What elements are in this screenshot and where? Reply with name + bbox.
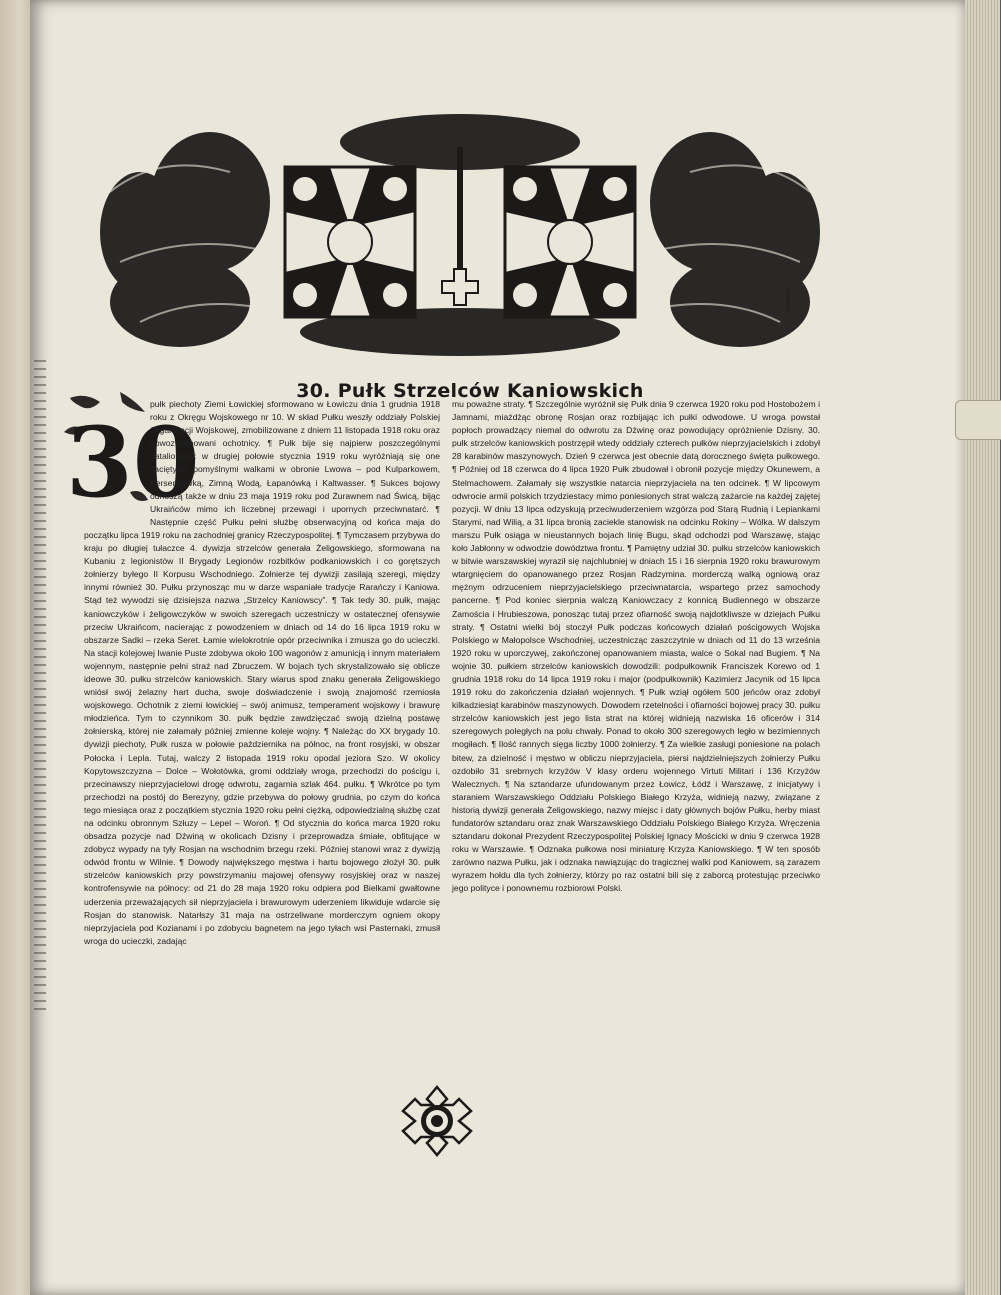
right-column-text: mu poważne straty. ¶ Szczególnie wyróżnił się Pułk dnia 9 czerwca 1920 roku pod Hostobożem i Jamnami, miażdżąc obronę Rosjan oraz rozbijając ich pułki odwodowe. U wroga powstał popłoch prowadzący niemal do odwrotu za Dźwinę oraz powodujący opróżnienie Dzisny. 30. pułk strzelców kaniowskich postrzępił wtedy oddziały czterech pułków nieprzyjacielskich i zdobył 28 karabinów maszynowych. Dzień 9 czerwca jest obecnie datą dorocznego święta pułkowego. ¶ Później od 18 czerwca do 4 lipca 1920 Pułk zbudował i obronił pozycje między Okunewem, a Stelmachowem. Załamały się wszystkie natarcia nieprzyjaciela na ten odcinek. ¶ W lipcowym odwrocie armii polskich trzydziestacy mimo poniesionych strat walczą zażarcie na każdej zajętej pozycji. W dniu 13 lipca odzyskują przeciwuderzeniem wzgórza pod Starą Rudnią i Lepiankami Starymi, nad Wilią, a 31 lipca bronią zaciekle stanowisk na odcinku Rokiny – Wólka. W dalszym marszu Pułk osiąga w nieustannych bojach linię Bugu, skąd odchodzi pod Warszawę, stając koło Jabłonny w odwodzie dowództwa frontu. ¶ Pamiętny udział 30. pułku strzelców kaniowskich w bitwie warszawskiej wyraził się najchlubniej w dniach 15 i 16 sierpnia 1920 roku brawurowym wtargnięciem do opanowanego przez Rosjan Radzymina. morderczą walką ogniową oraz mężnym odrzuceniem nieprzyjacielskiego przeciwnatarcia, wspartego przez samochody pancerne. ¶ Pod koniec sierpnia walczą Kaniowczacy z konnicą Budiennego w obszarze Zamościa i Hrubieszowa, ponosząc tutaj przez ofiarność swoją najdotkliwsze w dziejach Pułku straty. ¶ Ostatni wielki bój stoczył Pułk podczas końcowych działań pościgowych Wojska Polskiego w Małopolsce Wschodniej, uczestnicząc zaszczytnie w dniach od 11 do 13 września 1920 roku w uporczywej, zakończonej opanowaniem miasta, walce o Sokal nad Bugiem. ¶ Na wojnie 30. pułkiem strzelców kaniowskich dowodzili: podpułkownik Franciszek Korewo od 1 grudnia 1918 roku do 14 lipca 1919 roku i major (podpułkownik) Kazimierz Jacynik od 15 lipca 1919 roku do zakończenia działań wojennych. ¶ Pułk wziął ogółem 500 jeńców oraz zdobył kilkadziesiąt karabinów maszynowych. Dowodem rzetelności i ofiarności bojowej pracy 30. pułku strzelców kaniowskich jest jego lista strat na której widnieją nazwiska 16 oficerów i 314 szeregowych poległych na polu chwały. Ponad to około 300 szeregowych legło w bezimiennych mogiłach. ¶ Ilość rannych sięga liczby 1000 żołnierzy. ¶ Za wielkie zasługi poniesione na polach bitew, za dzielność i męstwo w obliczu nieprzyjaciela, piersi najdzielniejszych żołnierzy Pułku ozdobiło 31 srebrnych krzyżów V klasy orderu wojennego Virtuti Militari i 136 Krzyżów Walecznych. ¶ Na sztandarze ufundowanym przez Łowicz, Łódź i Warszawę, z inicjatywy i staraniem Warszawskiego Oddziału Polskiego Białego Krzyża, widnieją nazwy, związane z historią dywizji generała Żeligowskiego, nazwy miejsc i daty głównych bojów Pułku, herby miast fundatorów sztandaru oraz znak Warszawskiego Oddziału Polskiego Białego Krzyża. Wręczenia sztandaru dokonał Prezydent Rzeczypospolitej Polskiej Ignacy Mościcki w dniu 9 czerwca 1928 roku w Warszawie. ¶ Odznaka pułkowa nosi miniaturę Krzyża Kaniowskiego. ¶ W ten sposób zarówno nazwa Pułku, jak i odznaka nawiązując do tragicznej walki pod Kaniowem, są zarazem wyrazem hołdu dla tych żołnierzy, którzy po raz ostatni bili się z zaborcą protestując przeciwko jego polityce i ponownemu rozbiorowi Polski. [452, 399, 820, 894]
page-title: 30. Pułk Strzelców Kaniowskich [296, 380, 644, 402]
left-text-column [84, 398, 440, 948]
flags-banner-illustration [100, 112, 820, 356]
regimental-cross-badge-icon [401, 1085, 473, 1157]
page-stack-edge [965, 0, 1000, 1295]
gutter-text [34, 360, 46, 1010]
banner-signature: SIKAWICZ [786, 287, 792, 312]
drop-cap-number: 30 [66, 406, 200, 519]
page-tab [955, 400, 1001, 440]
left-column-text: pułk piechoty Ziemi Łowickiej sformowano w Łowiczu dnia 1 grudnia 1918 roku z Okręgu Wojskowego nr 10. W skład Pułku weszły oddziały Polskiej Organizacji Wojskowej, zmobilizowane z dniem 11 listopada 1918 roku oraz nowozwerbowani ochotnicy. ¶ Pułk bije się najpierw poszczególnymi batalionami: w drugiej połowie stycznia 1919 roku wyróżniają się one zaciętymi, pomyślnymi walkami w obronie Lwowa – pod Kulparkowem, Persenkówką, Zimną Wodą, Łapanówką i Kaltwasser. ¶ Sukces bojowy odnoszą także w dniu 23 maja 1919 roku pod Żurawnem nad Świcą, bijąc Ukraińców mimo ich liczebnej przewagi i upornych przeciwnatarć. ¶ Następnie część Pułku pełni służbę obserwacyjną od końca maja do początku lipca 1919 roku na zachodniej granicy Rzeczypospolitej. ¶ Tymczasem przybywa do kraju po długiej tułaczce 4. dywizja strzelców generała Żeligowskiego, sformowana na Kubaniu z legionistów II Brygady Legionów rozbitków podkaniowskich i co gorętszych żołnierzy byłego II Korpusu Wschodniego. Żołnierze tej dywizji zasilają szeregi, między innymi również 30. Pułku przynosząc mu w darze wspaniałe tradycje Rarańczy i Kaniowa. Stąd też wywodzi się dzisiejsza nazwa „Strzelcy Kaniowscy”. ¶ Tak tedy 30. pułk, mając kaniowczyków i żeligowczyków w swoich szeregach uczestniczy w ostatecznej ofensywie przeciw Ukraińcom, nacierając z powodzeniem w dniach od 14 do 16 lipca 1919 roku w obszarze Sadki – rzeka Seret. Łamie wielokrotnie opór przeciwnika i zmusza go do ucieczki. Na stacji kolejowej Iwanie Puste zdobywa około 100 wagonów z amunicją i innym materiałem wojennym, następnie pełni straż nad Zbruczem. W bojach tych skrystalizowało się oblicze ideowe 30. pułku strzelców kaniowskich. Stary wiarus spod znaku generała Żeligowskiego wniósł swój żelazny hart ducha, swoje doświadczenie i swoją znajomość rzemiosła wojskowego. Ochotnik z ziemi łowickiej – swój animusz, temperament wojskowy i brawurę młodzieńca. Tym to czynnikom 30. pułk będzie zawdzięczać swoją dzielną postawę żołnierską, której nie załamały później zmienne koleje wojny. ¶ Należąc do XX brygady 10. dywizji piechoty, Pułk rusza w połowie października na północ, na front rosyjski, w obszar Połocka i Lepla. Tutaj, walczy 2 listopada 1919 roku opodal jeziora Szo. W okolicy Kopytowszczyzna – Dolce – Wołotówka, gromi oddziały wroga, przechodzi do pościgu i, przecinawszy nieprzyjacielowi drogę odwrotu, zagarnia szlak 464. pułku. ¶ Wkrótce po tym przechodzi na postój do Berezyny, gdzie przebywa do połowy grudnia, po czym do końca tego miesiąca oraz z początkiem stycznia 1920 roku pełni ciężką, odpowiedzialną służbę czat na odcinku obronnym Szłuzy – Lepel – Woroń. ¶ Od stycznia do końca marca 1920 roku obsadza pozycje nad Dźwiną w okolicach Dzisny i przeprowadza śmiałe, obfitujące w zdobycz wypady na tyły Rosjan na wschodnim brzegu rzeki. Później stanowi wraz z dywizją odwód frontu w Wilnie. ¶ Dowody największego męstwa i hartu bojowego złożył 30. pułk strzelców kaniowskich przy powstrzymaniu majowej ofensywy rosyjskiej oraz w naszej kontrofensywie na północy: od 21 do 28 maja 1920 roku odpiera pod Bielkami gwałtowne uderzenia przeważających sił nieprzyjaciela i brawurowym uderzeniem likwiduje wdarcie się Rosjan do stanowisk. Natarłszy 31 maja na ostrzeliwane morderczym ogniem okopy nieprzyjaciela pod Kozianami i po zdobyciu bagnetem na jego tyłach wsi Pasternaki, zmusił wroga do ucieczki, zadając [84, 399, 440, 946]
drop-cap-spacer [84, 398, 150, 518]
right-text-column [452, 398, 820, 896]
